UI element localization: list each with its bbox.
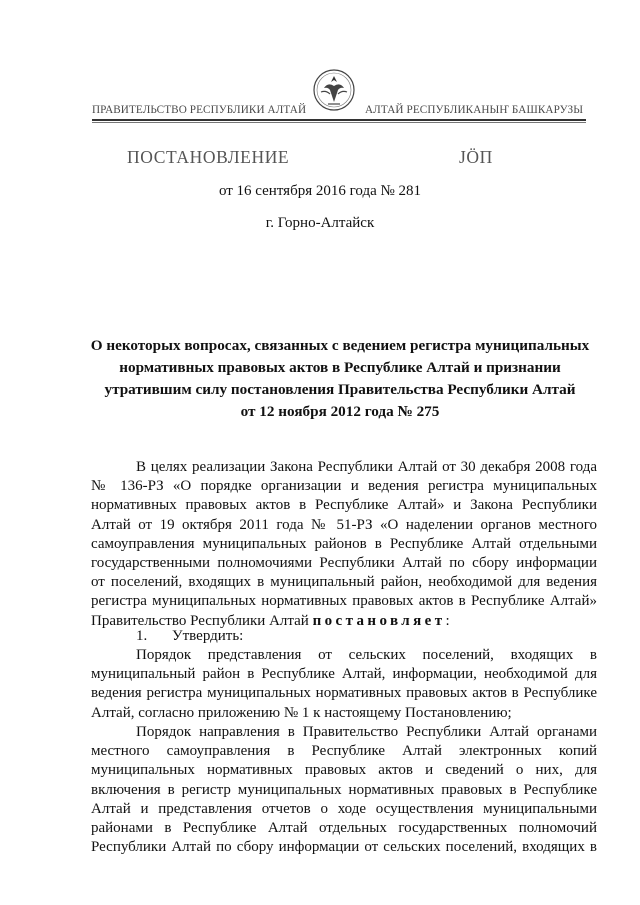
paragraph-line: государственными полномочиями Республики Алтай по сбору информации	[91, 555, 597, 572]
document-city: г. Горно-Алтайск	[265, 215, 375, 231]
paragraph-line: районами в Республике Алтай отдельных государственных полномочий	[91, 820, 597, 837]
paragraph-line: муниципальных нормативных правовых актов и сведений о них, для	[91, 762, 597, 779]
title-line: нормативных правовых актов в Республике Алтай и признании	[119, 359, 561, 376]
paragraph-line: муниципальный район в Республике Алтай, информации, необходимой для	[91, 666, 597, 683]
order-paragraph-1	[91, 646, 597, 723]
preamble-paragraph	[91, 458, 597, 631]
header-divider-thin	[92, 122, 586, 123]
paragraph-line: местного самоуправления в Республике Алтай электронных копий	[91, 743, 597, 760]
government-name-russian: ПРАВИТЕЛЬСТВО РЕСПУБЛИКИ АЛТАЙ	[92, 104, 307, 116]
paragraph-line: Алтай, согласно приложению № 1 к настоящему Постановлению;	[91, 704, 512, 721]
paragraph-line: самоуправления муниципальных районов в Республике Алтай отдельными	[91, 535, 597, 552]
document-type-altai: JÖП	[459, 147, 493, 167]
title-line: утратившим силу постановления Правительства Республики Алтай	[104, 381, 576, 398]
paragraph-line: включения в регистр муниципальных нормативных правовых в Республике	[91, 781, 597, 798]
paragraph-line: ведения регистра муниципальных нормативных правовых актов в Республике	[91, 685, 597, 702]
paragraph-line-final	[91, 612, 597, 631]
title-line: от 12 ноября 2012 года № 275	[240, 403, 440, 420]
order-paragraph-2	[91, 723, 597, 857]
decree-colon: :	[445, 612, 450, 629]
paragraph-line: В целях реализации Закона Республики Алтай от 30 декабря 2008 года	[136, 459, 597, 475]
header-divider	[92, 119, 586, 121]
document-title	[60, 335, 620, 423]
paragraph-line: от поселений, входящих в муниципальный район, необходимой для ведения	[91, 574, 597, 591]
coat-of-arms-emblem	[312, 68, 356, 114]
paragraph-line: Алтай и представления отчетов о ходе осуществления муниципальными	[91, 800, 597, 817]
government-name-altai: АЛТАЙ РЕСПУБЛИКАНЫҤ БАШКАРУЗЫ	[365, 104, 584, 116]
item-number: 1.	[136, 628, 148, 644]
item-text: Утвердить:	[172, 628, 244, 644]
paragraph-line: Порядок представления от сельских поселений, входящих в	[136, 647, 597, 663]
title-line: О некоторых вопросах, связанных с ведением регистра муниципальных	[90, 337, 590, 354]
paragraph-line: регистра муниципальных нормативных правовых актов в Республике Алтай»	[91, 593, 597, 610]
paragraph-line: Республики Алтай по сбору информации от сельских поселений, входящих в	[91, 839, 597, 856]
paragraph-line: Порядок направления в Правительство Республики Алтай органами	[136, 724, 597, 740]
paragraph-line: № 136-РЗ «О порядке организации и ведения регистра муниципальных	[91, 478, 597, 495]
decree-subject: Правительство Республики Алтай	[91, 612, 313, 629]
paragraph-line: нормативных правовых актов в Республике Алтай» и Закона Республики	[91, 497, 597, 514]
paragraph-line: Алтай от 19 октября 2011 года № 51-РЗ «О наделении органов местного	[91, 516, 597, 533]
document-date: от 16 сентября 2016 года № 281	[218, 183, 422, 199]
decree-verb: постановляет	[312, 612, 446, 629]
document-type-russian: ПОСТАНОВЛЕНИЕ	[127, 147, 290, 167]
